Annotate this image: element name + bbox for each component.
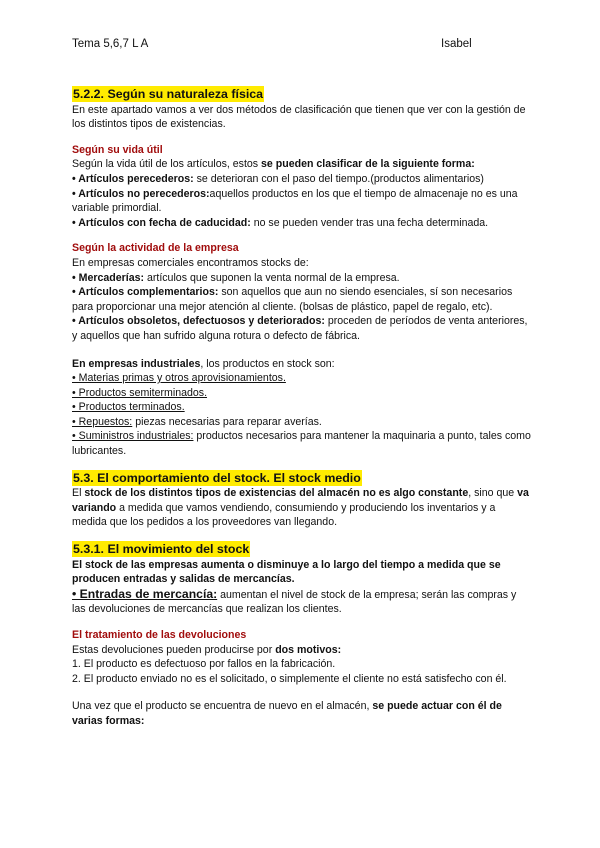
paragraph-entradas: • Entradas de mercancía: aumentan el nivel de stock de la empresa; serán las compras y las devoluciones de mercancías que realizan los clientes.: [72, 586, 517, 616]
list-item: 2. El producto enviado no es el solicitado, o simplemente el cliente no está satisfecho con él.: [72, 672, 507, 685]
header-subject: Tema 5,6,7 L A: [72, 38, 149, 50]
list-item: • Materias primas y otros aprovisionamientos.: [72, 372, 286, 385]
section-heading-5-3-1: 5.3.1. El movimiento del stock: [73, 542, 250, 557]
paragraph-5-3-1-bold: El stock de las empresas aumenta o disminuye a lo largo del tiempo a medida que se producen entradas y salidas de mercancías.: [72, 558, 501, 586]
list-item: 1. El producto es defectuoso por fallos en la fabricación.: [72, 658, 336, 671]
paragraph-industriales-intro: En empresas industriales, los productos en stock son:: [72, 357, 335, 370]
paragraph-intro-5-2-2: En este apartado vamos a ver dos métodos de clasificación que tienen que ver con la gestión de los distintos tipos de existencias.: [72, 103, 526, 131]
list-item: • Artículos no perecederos:aquellos productos en los que el tiempo de almacenaje no es una variable primordial.: [72, 187, 518, 215]
list-item: • Artículos obsoletos, defectuosos y deteriorados: proceden de períodos de venta anteriores, y aquellos que han sufrido alguna rotura o defecto de fábrica.: [72, 315, 528, 342]
header-author: Isabel: [441, 38, 472, 50]
section-heading-5-3: 5.3. El comportamiento del stock. El stock medio: [73, 470, 361, 485]
paragraph-vida-util-intro: Según la vida útil de los artículos, estos se pueden clasificar de la siguiente forma:: [72, 158, 475, 171]
document-body: [72, 86, 532, 729]
list-item: • Suministros industriales: productos necesarios para mantener la maquinaria a punto, tales como lubricantes.: [72, 430, 531, 458]
list-item: • Artículos perecederos: se deterioran con el paso del tiempo.(productos alimentarios): [72, 172, 484, 185]
paragraph-5-3: El stock de los distintos tipos de existencias del almacén no es algo constante, sino que va variando a medida que vamos vendiendo, consumiendo y produciendo los inventarios y a medida que los pedidos a los proveedores van llegando.: [72, 487, 529, 529]
list-item: • Productos semiterminados.: [72, 386, 208, 399]
section-heading-5-2-2: 5.2.2. Según su naturaleza física: [73, 87, 264, 101]
list-item: • Productos terminados.: [72, 401, 185, 414]
subheading-devoluciones: El tratamiento de las devoluciones: [72, 629, 247, 641]
list-item: • Artículos con fecha de caducidad: no se pueden vender tras una fecha determinada.: [72, 216, 489, 229]
list-item: • Artículos complementarios: son aquellos que aun no siendo esenciales, sí son necesarios para proporcionar una mejor atención al cliente. (bolsas de plástico, papel de regalo, etc).: [72, 286, 513, 313]
paragraph-devoluciones-intro: Estas devoluciones pueden producirse por dos motivos:: [72, 643, 342, 656]
list-item: • Mercaderías: artículos que suponen la venta normal de la empresa.: [72, 271, 400, 284]
paragraph-actividad-intro: En empresas comerciales encontramos stocks de:: [72, 256, 309, 269]
list-item: • Repuestos: piezas necesarias para reparar averías.: [72, 415, 322, 428]
subheading-actividad: Según la actividad de la empresa: [72, 242, 239, 255]
subheading-vida-util: Según su vida útil: [72, 143, 163, 156]
paragraph-devoluciones-final: Una vez que el producto se encuentra de nuevo en el almacén, se puede actuar con él de varias formas:: [72, 700, 502, 727]
